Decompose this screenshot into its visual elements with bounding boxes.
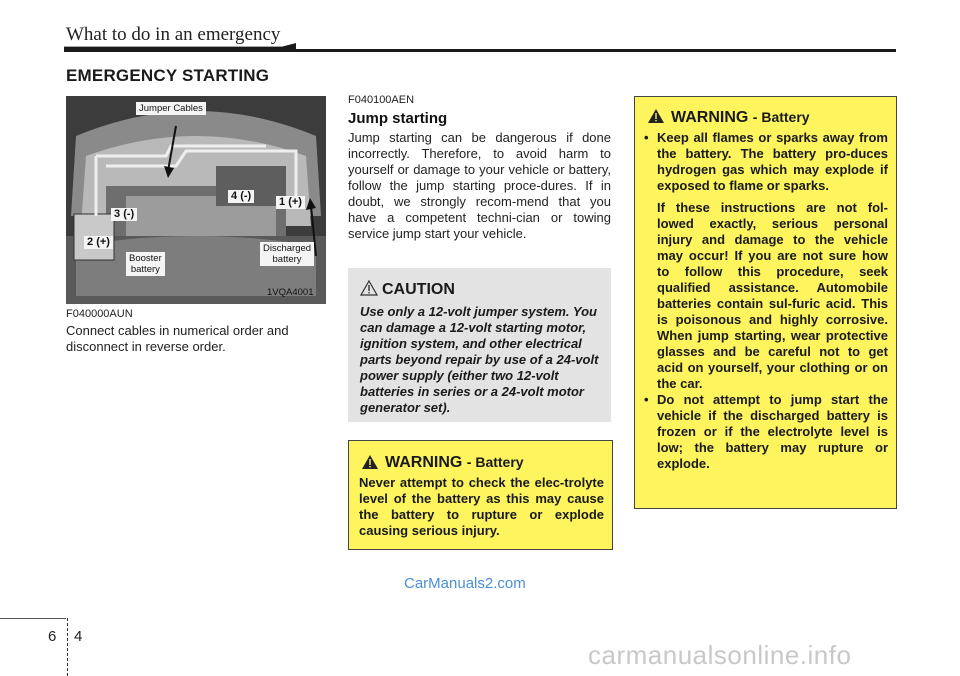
carmanuals-watermark: CarManuals2.com xyxy=(404,575,526,592)
step-4-number: 4 xyxy=(231,190,238,202)
step-2-label xyxy=(84,236,113,249)
header-rule xyxy=(64,49,896,52)
warning-bullet-1-text: Keep all flames or sparks away from the battery. The battery pro-duces hydrogen gas which may explode if exposed to flame or sparks. xyxy=(657,130,888,193)
footer-rule xyxy=(0,618,66,619)
warning-bullet-1-extra: If these instructions are not fol-lowed exactly, serious personal injury and damage to the vehicle may occur! If you are not sure how to follow this procedure, seek qualified assistance. Automobile batteries contain sul-furic acid. This is poisonous and highly corrosive. When jump starting, wear protective glasses and be careful not to get acid on yourself, your clothing or on the car. xyxy=(657,200,888,391)
step-1-number: 1 xyxy=(279,196,286,208)
step-3-number: 3 xyxy=(114,208,121,220)
caution-title: CAUTION xyxy=(382,281,455,298)
caution-triangle-icon xyxy=(360,280,378,296)
step-1-polarity: (+) xyxy=(288,196,302,208)
left-section-code: F040000AUN xyxy=(66,308,133,320)
warning-small-title xyxy=(385,454,524,472)
step-3-polarity: (-) xyxy=(123,208,135,220)
warning-bullet-2-text: Do not attempt to jump start the vehicle if the discharged battery is frozen or if the electrolyte level is low; the battery may rupture or explode. xyxy=(657,392,888,471)
warning-small-title-sub: - Battery xyxy=(466,454,524,470)
figure-code-label: 1VQA4001 xyxy=(267,287,314,298)
page-number-chapter: 6 xyxy=(48,628,57,645)
warning-bullet-2 xyxy=(643,392,888,472)
page-number-page: 4 xyxy=(74,628,83,645)
page-number-divider xyxy=(67,618,68,676)
step-2-number: 2 xyxy=(87,236,94,248)
jumper-cables-label: Jumper Cables xyxy=(136,102,206,115)
warning-bullet-1 xyxy=(643,130,888,194)
step-1-label xyxy=(276,196,305,209)
warning-battery-big-box xyxy=(634,96,897,509)
header-title: What to do in an emergency xyxy=(66,24,281,45)
jump-start-illustration xyxy=(66,96,326,304)
site-watermark: carmanualsonline.info xyxy=(588,640,852,670)
caution-text: Use only a 12-volt jumper system. You can damage a 12-volt starting motor, ignition system, and other electrical parts beyond repair by use of a 24-volt power supply (either two 12-volt batteries in series or a 24-volt motor generator set). xyxy=(360,304,599,415)
warning-battery-small-box xyxy=(348,440,613,550)
jump-starting-heading: Jump starting xyxy=(348,110,448,127)
step-4-polarity: (-) xyxy=(240,190,252,202)
booster-battery-label: Booster battery xyxy=(126,252,165,276)
step-2-polarity: (+) xyxy=(96,236,110,248)
section-title: EMERGENCY STARTING xyxy=(66,66,270,85)
left-body-text: Connect cables in numerical order and disconnect in reverse order. xyxy=(66,323,289,354)
warning-small-title-main: WARNING xyxy=(385,454,463,471)
warning-big-title-sub: - Battery xyxy=(752,109,810,125)
caution-box xyxy=(348,268,611,422)
discharged-battery-label: Discharged battery xyxy=(260,242,314,266)
step-3-label xyxy=(111,208,137,221)
warning-big-body xyxy=(643,130,888,472)
middle-section-code: F040100AEN xyxy=(348,94,415,106)
jump-starting-text: Jump starting can be dangerous if done incorrectly. Therefore, to avoid harm to yourself or damage to your vehicle or battery, follow the jump starting proce-dures. If in doubt, we strongly recom-mend that you have a competent techni-cian or towing service jump start your vehicle. xyxy=(348,130,611,241)
warning-big-title xyxy=(671,109,810,127)
warning-triangle-icon xyxy=(361,454,379,470)
warning-big-title-main: WARNING xyxy=(671,109,749,126)
warning-small-text: Never attempt to check the elec-trolyte level of the battery as this may cause the battery to rupture or explode causing serious injury. xyxy=(359,475,604,538)
step-4-label xyxy=(228,190,254,203)
warning-triangle-icon xyxy=(647,108,665,124)
